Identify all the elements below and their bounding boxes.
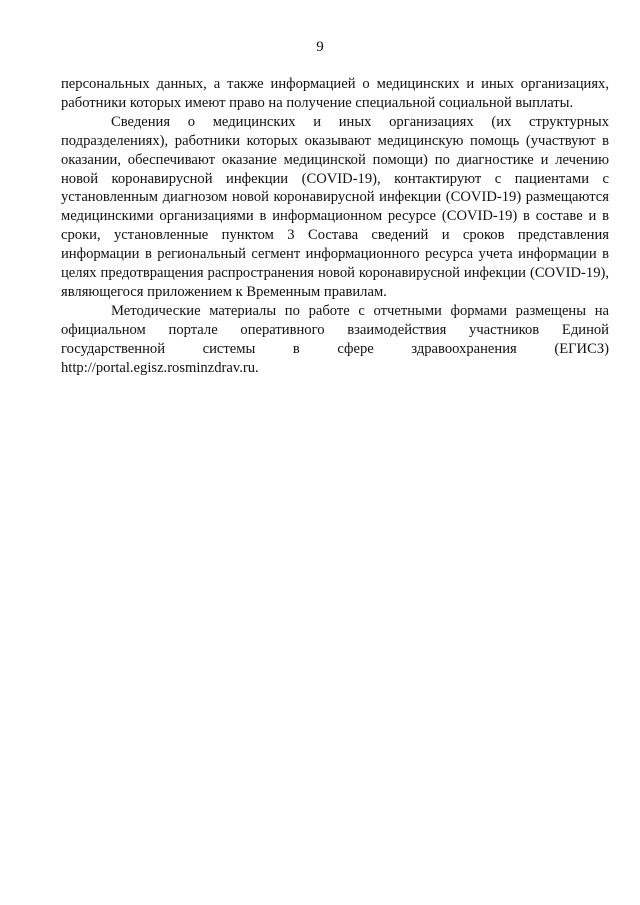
paragraph-continuation: персональных данных, а также информацией о медицинских и иных организациях, работники которых имеют право на получение специальной социальной выплаты. [61, 76, 609, 111]
paragraph-methodical-materials: Методические материалы по работе с отчетными формами размещены на официальном портале оперативного взаимодействия участников Единой государственной системы в сфере здравоохранения (ЕГИСЗ) http://portal.egisz.rosminzdrav.ru. [61, 302, 609, 376]
paragraph-medical-organizations: Сведения о медицинских и иных организациях (их структурных подразделениях), работники которых оказывают медицинскую помощь (участвуют в оказании, обеспечивают оказание медицинской помощи) по диагностике и лечению новой коронавирусной инфекции (COVID-19), контактируют с пациентами с установленным диагнозом новой коронавирусной инфекции (COVID-19) размещаются медицинскими организациями в информационном ресурсе (COVID-19) в составе и в сроки, установленные пунктом 3 Состава сведений и сроков представления информации в региональный сегмент информационного ресурса учета информации в целях предотвращения распространения новой коронавирусной инфекции (COVID-19), являющегося приложением к Временным правилам. [61, 113, 609, 300]
page-number: 9 [316, 39, 324, 55]
document-body [61, 75, 609, 378]
